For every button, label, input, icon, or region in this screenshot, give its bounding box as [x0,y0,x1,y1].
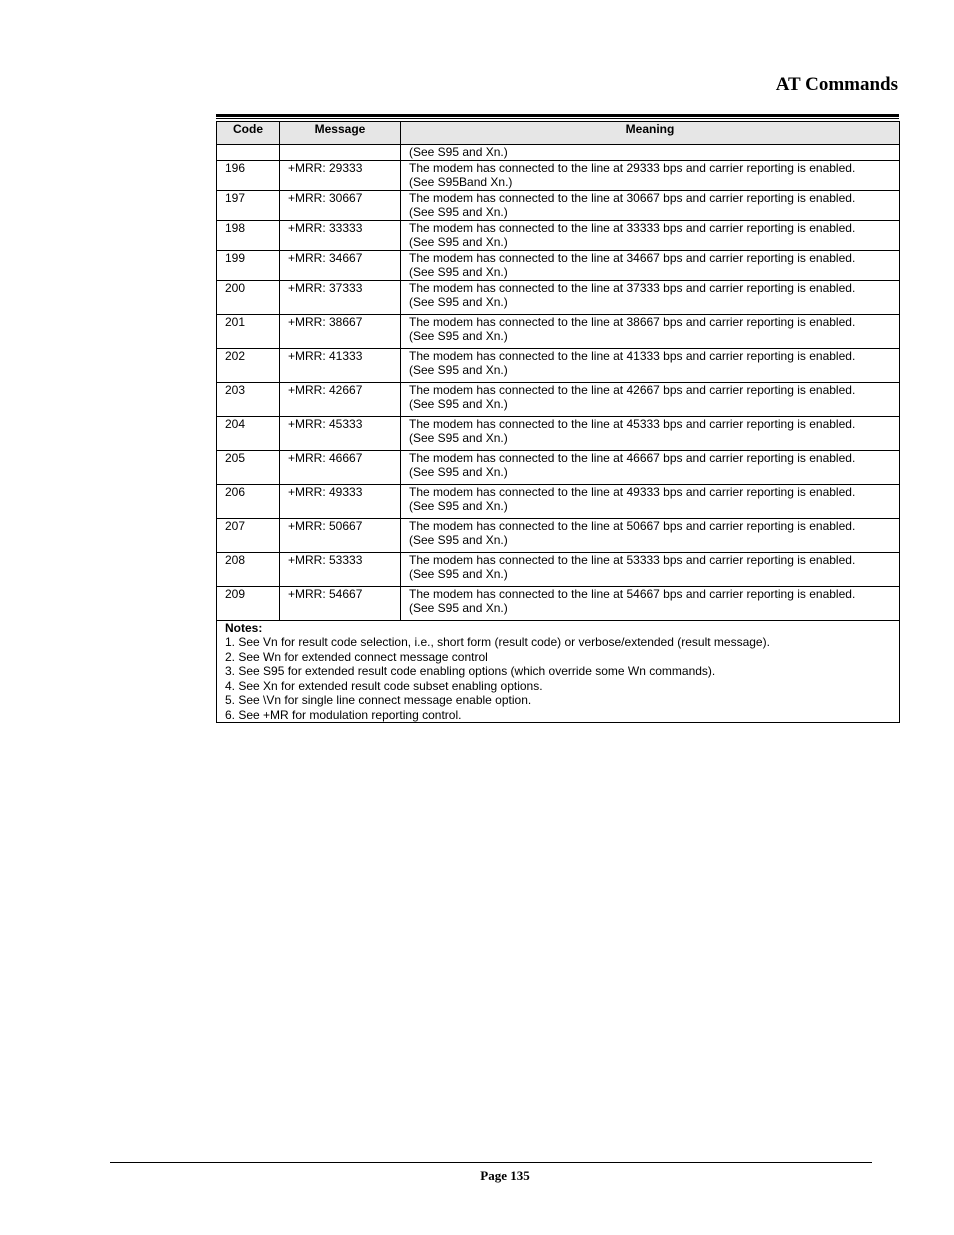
table-cell-message: +MRR: 37333 [280,280,401,314]
meaning-note: (See S95Band Xn.) [409,175,513,189]
table-cell-message: +MRR: 54667 [280,586,401,620]
column-header-meaning: Meaning [401,122,900,145]
table-cell-code [217,145,280,161]
footer-rule [110,1162,872,1163]
table-cell-code: 197 [217,190,280,220]
meaning-note: (See S95 and Xn.) [409,465,508,479]
table-cell-code: 201 [217,314,280,348]
table-cell-code: 203 [217,382,280,416]
meaning-note: (See S95 and Xn.) [409,265,508,279]
table-cell-code: 209 [217,586,280,620]
table-cell-code: 207 [217,518,280,552]
table-row [217,484,900,518]
table-cell-message [280,145,401,161]
table-row [217,280,900,314]
meaning-note: (See S95 and Xn.) [409,431,508,445]
meaning-note: (See S95 and Xn.) [409,397,508,411]
table-cell-meaning [401,280,900,314]
note-item: 1. See Vn for result code selection, i.e., short form (result code) or verbose/extended (result message). [225,635,770,649]
notes-row [217,620,900,723]
meaning-note: (See S95 and Xn.) [409,205,508,219]
meaning-text: The modem has connected to the line at 33333 bps and carrier reporting is enabled. [409,220,856,235]
note-item: 2. See Wn for extended connect message control [225,649,488,664]
meaning-text: The modem has connected to the line at 50667 bps and carrier reporting is enabled. [409,518,856,533]
meaning-text: The modem has connected to the line at 29333 bps and carrier reporting is enabled. [409,160,856,175]
table-row [217,450,900,484]
page-number: Page 135 [480,1168,530,1183]
table-cell-code: 206 [217,484,280,518]
table-cell-code: 204 [217,416,280,450]
table-row [217,586,900,620]
table-cell-meaning [401,518,900,552]
meaning-note: (See S95 and Xn.) [409,235,508,249]
meaning-text: The modem has connected to the line at 49333 bps and carrier reporting is enabled. [409,484,856,499]
meaning-text: The modem has connected to the line at 53333 bps and carrier reporting is enabled. [409,552,856,567]
table-cell-code: 196 [217,160,280,190]
table-row-continuation [217,145,900,161]
meaning-note: (See S95 and Xn.) [409,363,508,377]
table-row [217,348,900,382]
note-item: 4. See Xn for extended result code subset enabling options. [225,678,543,693]
table-cell-code: 199 [217,250,280,280]
table-cell-message: +MRR: 45333 [280,416,401,450]
table-row [217,220,900,250]
table-cell-message: +MRR: 46667 [280,450,401,484]
meaning-text: The modem has connected to the line at 34667 bps and carrier reporting is enabled. [409,250,856,265]
table-cell-meaning [401,450,900,484]
table-cell-meaning [401,348,900,382]
table-cell-meaning: (See S95 and Xn.) [401,145,900,161]
table-cell-code: 208 [217,552,280,586]
table-cell-message: +MRR: 49333 [280,484,401,518]
at-commands-table [216,121,900,723]
table-cell-meaning [401,382,900,416]
meaning-text: The modem has connected to the line at 54667 bps and carrier reporting is enabled. [409,586,856,601]
meaning-note: (See S95 and Xn.) [409,295,508,309]
meaning-text: The modem has connected to the line at 38667 bps and carrier reporting is enabled. [409,314,856,329]
table-row [217,160,900,190]
table-cell-message: +MRR: 53333 [280,552,401,586]
meaning-text: The modem has connected to the line at 45333 bps and carrier reporting is enabled. [409,416,856,431]
table-cell-message: +MRR: 29333 [280,160,401,190]
table-row [217,314,900,348]
note-item: 6. See +MR for modulation reporting control. [225,707,462,722]
meaning-text: The modem has connected to the line at 41333 bps and carrier reporting is enabled. [409,348,856,363]
table-cell-meaning [401,314,900,348]
table-cell-message: +MRR: 42667 [280,382,401,416]
table-row [217,518,900,552]
table-cell-meaning [401,190,900,220]
table-row [217,552,900,586]
note-item: 5. See \Vn for single line connect message enable option. [225,693,532,707]
table-cell-code: 202 [217,348,280,382]
meaning-text: The modem has connected to the line at 42667 bps and carrier reporting is enabled. [409,382,856,397]
meaning-text: The modem has connected to the line at 46667 bps and carrier reporting is enabled. [409,450,856,465]
table-row [217,416,900,450]
table-cell-message: +MRR: 30667 [280,190,401,220]
table-cell-message: +MRR: 34667 [280,250,401,280]
table-cell-message: +MRR: 33333 [280,220,401,250]
table-cell-message: +MRR: 50667 [280,518,401,552]
meaning-text: The modem has connected to the line at 30667 bps and carrier reporting is enabled. [409,190,856,205]
header-rule-thin [216,118,899,119]
column-header-message: Message [280,122,401,145]
notes-title: Notes: [225,620,263,635]
table-cell-meaning [401,220,900,250]
table-cell-meaning [401,416,900,450]
meaning-note: (See S95 and Xn.) [409,567,508,581]
meaning-note: (See S95 and Xn.) [409,499,508,513]
table-cell-meaning [401,160,900,190]
column-header-code: Code [217,122,280,145]
table-cell-meaning [401,250,900,280]
table-row [217,382,900,416]
note-item: 3. See S95 for extended result code enabling options (which override some Wn commands). [225,664,716,678]
meaning-text: The modem has connected to the line at 37333 bps and carrier reporting is enabled. [409,280,856,295]
table-cell-message: +MRR: 38667 [280,314,401,348]
table-cell-code: 200 [217,280,280,314]
table-cell-code: 198 [217,220,280,250]
table-cell-meaning [401,586,900,620]
meaning-note: (See S95 and Xn.) [409,329,508,343]
table-row [217,250,900,280]
table-cell-meaning [401,484,900,518]
table-row [217,190,900,220]
table-header-row [217,122,900,145]
notes-cell [217,620,900,723]
table-cell-message: +MRR: 41333 [280,348,401,382]
header-rule-thick [216,114,899,117]
page-header-title: AT Commands [775,74,898,95]
table-cell-code: 205 [217,450,280,484]
meaning-note: (See S95 and Xn.) [409,601,508,615]
meaning-note: (See S95 and Xn.) [409,533,508,547]
table-cell-meaning [401,552,900,586]
